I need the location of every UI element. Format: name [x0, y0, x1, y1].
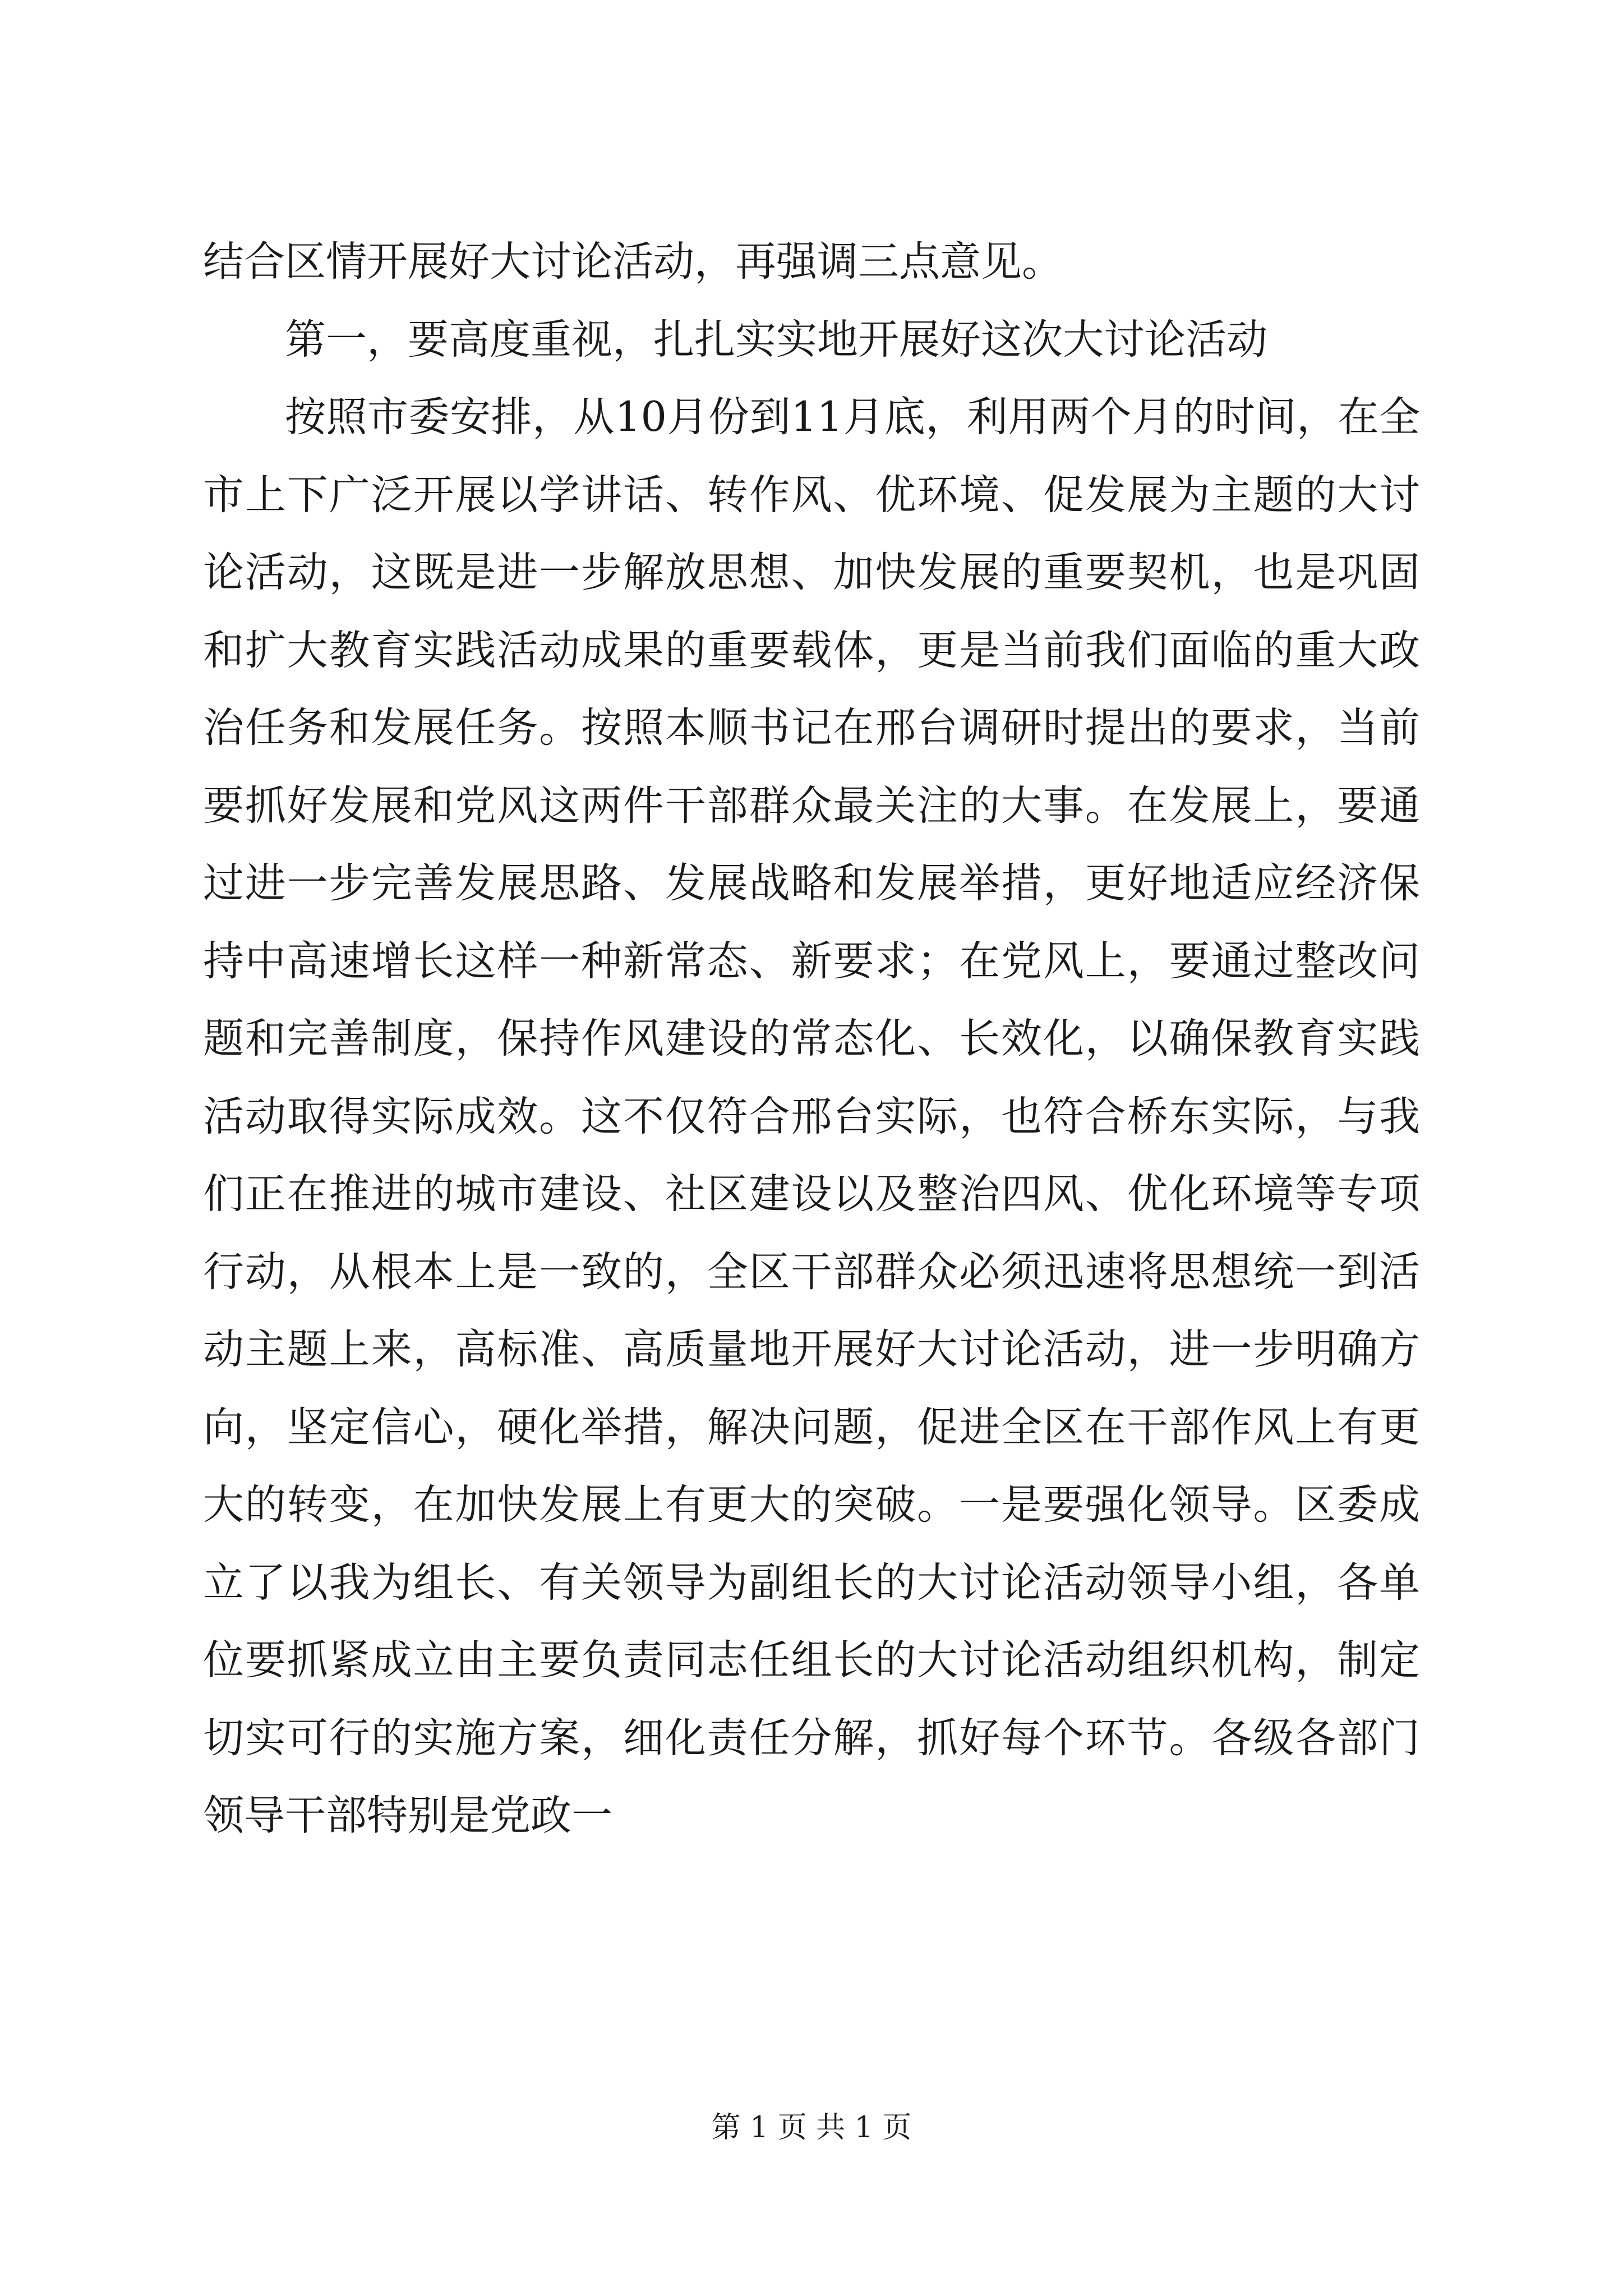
paragraph-intro: 结合区情开展好大讨论活动，再强调三点意见。: [203, 238, 1063, 286]
document-body: [203, 223, 1420, 1855]
paragraph-body: 按照市委安排，从10月份到11月底，利用两个月的时间，在全市上下广泛开展以学讲话、转作风、优环境、促发展为主题的大讨论活动，这既是进一步解放思想、加快发展的重要契机，也是巩固和扩大教育实践活动成果的重要载体，更是当前我们面临的重大政治任务和发展任务。按照本顺书记在邢台调研时提出的要求，当前要抓好发展和党风这两件干部群众最关注的大事。在发展上，要通过进一步完善发展思路、发展战略和发展举措，更好地适应经济保持中高速增长这样一种新常态、新要求；在党风上，要通过整改问题和完善制度，保持作风建设的常态化、长效化，以确保教育实践活动取得实际成效。这不仅符合邢台实际，也符合桥东实际，与我们正在推进的城市建设、社区建设以及整治四风、优化环境等专项行动，从根本上是一致的，全区干部群众必须迅速将思想统一到活动主题上来，高标准、高质量地开展好大讨论活动，进一步明确方向，坚定信心，硬化举措，解决问题，促进全区在干部作风上有更大的转变，在加快发展上有更大的突破。一是要强化领导。区委成立了以我为组长、有关领导为副组长的大讨论活动领导小组，各单位要抓紧成立由主要负责同志任组长的大讨论活动组织机构，制定切实可行的实施方案，细化责任分解，抓好每个环节。各级各部门领导干部特别是党政一: [203, 393, 1420, 1839]
paragraph-heading-first: 第一，要高度重视，扎扎实实地开展好这次大讨论活动: [285, 315, 1267, 364]
page-footer: 第 1 页 共 1 页: [711, 2111, 912, 2145]
